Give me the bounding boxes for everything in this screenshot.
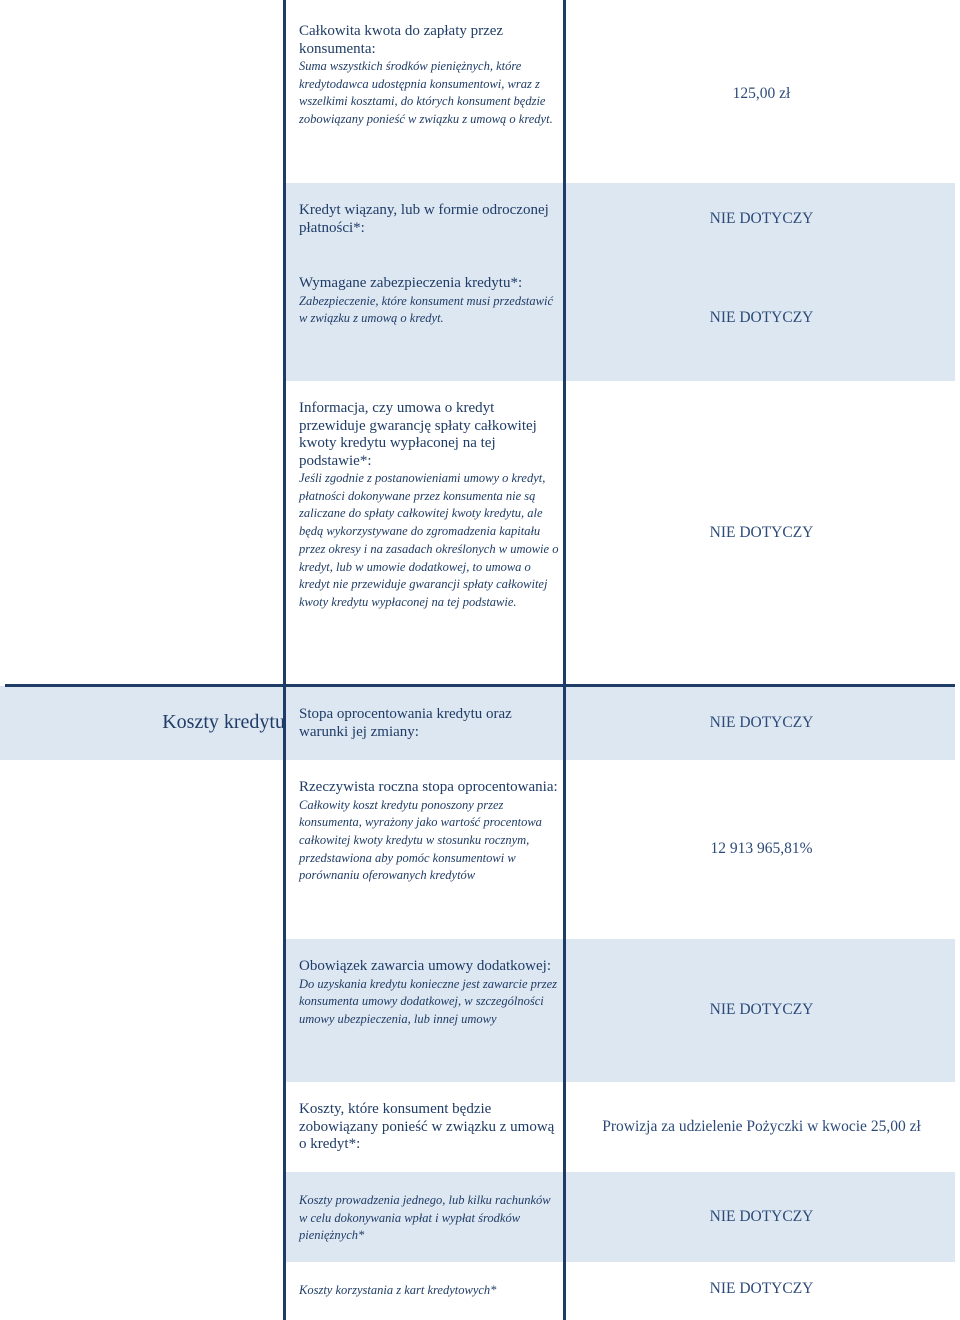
label-main: Kredyt wiązany, lub w formie odroczonej płatności*: bbox=[299, 202, 549, 236]
label-main: Wymagane zabezpieczenia kredytu*: bbox=[299, 275, 523, 291]
label-description: Koszty korzystania z kart kredytowych* bbox=[299, 1283, 497, 1297]
row-label-gwarancja-splaty bbox=[299, 400, 561, 612]
row-value-koszty-zwiazane: Prowizja za udzielenie Pożyczki w kwocie 25,00 zł bbox=[602, 1118, 921, 1135]
label-description: Jeśli zgodnie z postanowieniami umowy o kredyt, płatności dokonywane przez konsumenta nie są zaliczane do spłaty całkowitej kwoty kredytu, ale będą wykorzystywane do zgromadzenia kapitału przez okresy i na zasadach określonych w umowie o kredyt, lub w umowie dodatkowej, to umowa o kredyt nie przewiduje gwarancji spłaty całkowitej kwoty kredytu wypłaconej na tej podstawie. bbox=[299, 471, 559, 609]
label-main: Stopa oprocentowania kredytu oraz warunki jej zmiany: bbox=[299, 706, 512, 740]
row-value-koszty-rachunkow: NIE DOTYCZY bbox=[709, 1208, 814, 1225]
row-value-zabezpieczenia: NIE DOTYCZY bbox=[709, 309, 814, 326]
section-top-rule bbox=[5, 684, 955, 687]
row-value-gwarancja-splaty: NIE DOTYCZY bbox=[709, 524, 814, 541]
row-value-stopa-oprocentowania: NIE DOTYCZY bbox=[709, 714, 814, 731]
section-heading-koszty-kredytu: Koszty kredytu bbox=[162, 711, 285, 733]
label-description: Do uzyskania kredytu konieczne jest zawarcie przez konsumenta umowy dodatkowej, w szczególności umowy ubezpieczenia, lub innej umowy bbox=[299, 976, 558, 1026]
label-description: Suma wszystkich środków pieniężnych, które kredytodawca udostępnia konsumentowi, wraz z wszelkimi kosztami, do których konsument będzie zobowiązany ponieść w związku z umową o kredyt. bbox=[299, 59, 553, 127]
left-column-divider bbox=[283, 0, 286, 1320]
row-label-karty-kredytowe bbox=[299, 1282, 561, 1300]
row-label-koszty-zwiazane bbox=[299, 1101, 561, 1154]
label-description: Całkowity koszt kredytu ponoszony przez konsumenta, wyrażony jako wartość procentowa całkowitej kwoty kredytu w stosunku rocznym, przedstawiona aby pomóc konsumentowi w porównaniu oferowanych kredytów bbox=[299, 797, 542, 883]
row-value-calkowita-kwota: 125,00 zł bbox=[732, 85, 791, 102]
label-description: Zabezpieczenie, które konsument musi przedstawić w związku z umową o kredyt. bbox=[299, 293, 554, 326]
row-label-kredyt-wiazany bbox=[299, 202, 561, 237]
row-value-kredyt-wiazany: NIE DOTYCZY bbox=[709, 210, 814, 227]
row-label-obowiazek-umowy bbox=[299, 958, 561, 1029]
label-main: Koszty, które konsument będzie zobowiązany ponieść w związku z umową o kredyt*: bbox=[299, 1101, 555, 1152]
row-label-calkowita-kwota bbox=[299, 23, 561, 129]
middle-column-divider bbox=[563, 0, 566, 1320]
label-main: Rzeczywista roczna stopa oprocentowania: bbox=[299, 779, 558, 795]
row-value-rrso: 12 913 965,81% bbox=[710, 840, 813, 857]
row-label-stopa-oprocentowania bbox=[299, 706, 561, 741]
label-description: Koszty prowadzenia jednego, lub kilku rachunków w celu dokonywania wpłat i wypłat środków pieniężnych* bbox=[299, 1193, 551, 1243]
row-label-zabezpieczenia bbox=[299, 275, 561, 328]
label-main: Całkowita kwota do zapłaty przez konsumenta: bbox=[299, 23, 504, 57]
label-main: Informacja, czy umowa o kredyt przewiduje gwarancję spłaty całkowitej kwoty kredytu wypłaconej na tej podstawie*: bbox=[299, 400, 537, 469]
label-main: Obowiązek zawarcia umowy dodatkowej: bbox=[299, 958, 551, 974]
row-label-rrso bbox=[299, 779, 561, 885]
row-value-karty-kredytowe: NIE DOTYCZY bbox=[709, 1280, 814, 1297]
row-label-koszty-rachunkow bbox=[299, 1192, 561, 1245]
row-value-obowiazek-umowy: NIE DOTYCZY bbox=[709, 1001, 814, 1018]
